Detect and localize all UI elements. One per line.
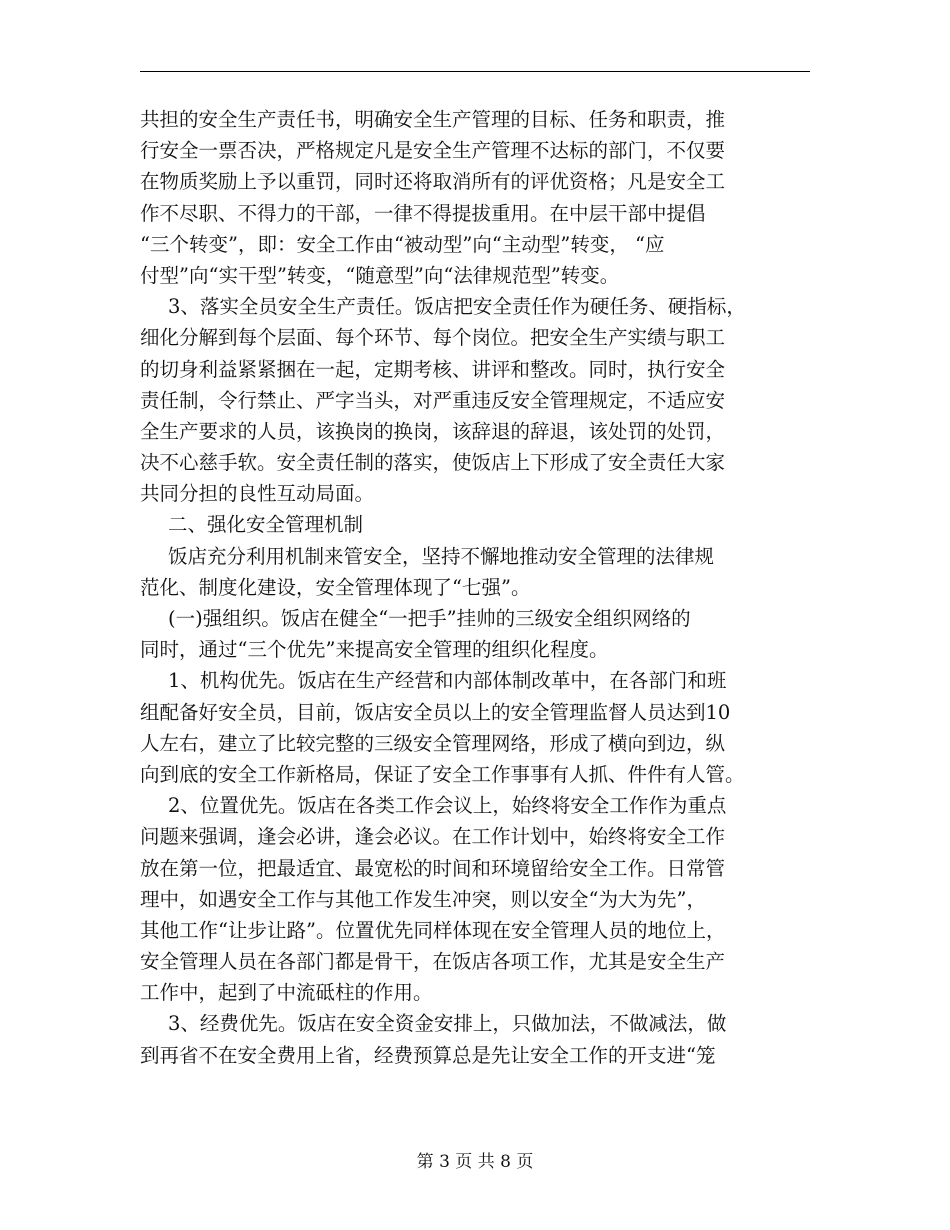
- text-line: “三个转变”，即：安全工作由“被动型”向“主动型”转变， “应: [140, 232, 665, 256]
- text-line: 安全管理人员在各部门都是骨干，在饭店各项工作，尤其是安全生产: [140, 950, 726, 974]
- text-line: 的切身利益紧紧捆在一起，定期考核、讲评和整改。同时，执行安全: [140, 357, 726, 381]
- text-line: 组配备好安全员，目前，饭店安全员以上的安全管理监督人员达到10: [140, 700, 731, 724]
- text-line: 饭店充分利用机制来管安全，坚持不懈地推动安全管理的法律规: [168, 544, 715, 568]
- text-line: 人左右，建立了比较完整的三级安全管理网络，形成了横向到边，纵: [140, 731, 726, 755]
- text-line: 共同分担的良性互动局面。: [140, 482, 375, 506]
- text-line: 二、强化安全管理机制: [168, 513, 364, 537]
- text-line: 细化分解到每个层面、每个环节、每个岗位。把安全生产实绩与职工: [140, 326, 726, 350]
- text-line: 理中，如遇安全工作与其他工作发生冲突，则以安全“为大为先”，: [140, 887, 706, 911]
- text-line: 付型”向“实干型”转变，“随意型”向“法律规范型”转变。: [140, 263, 620, 287]
- document-body: [140, 104, 814, 1071]
- text-line: 3、落实全员安全生产责任。饭店把安全责任作为硬任务、硬指标，: [168, 295, 746, 319]
- text-line: 向到底的安全工作新格局，保证了安全工作事事有人抓、件件有人管。: [140, 762, 745, 786]
- text-line: 同时，通过“三个优先”来提高安全管理的组织化程度。: [140, 638, 609, 662]
- text-line: 工作中，起到了中流砥柱的作用。: [140, 981, 433, 1005]
- text-line: 作不尽职、不得力的干部，一律不得提拔重用。在中层干部中提倡: [140, 201, 706, 225]
- text-line: 行安全一票否决，严格规定凡是安全生产管理不达标的部门，不仅要: [140, 139, 726, 163]
- text-line: 范化、制度化建设，安全管理体现了“七强”。: [140, 575, 531, 599]
- text-line: 在物质奖励上予以重罚，同时还将取消所有的评优资格；凡是安全工: [140, 170, 726, 194]
- text-line: 2、位置优先。饭店在各类工作会议上，始终将安全工作作为重点: [168, 794, 727, 818]
- text-line: (一)强组织。饭店在健全“一把手”挂帅的三级安全组织网络的: [168, 607, 691, 630]
- text-line: 放在第一位，把最适宜、最宽松的时间和环境留给安全工作。日常管: [140, 856, 726, 880]
- text-line: 责任制，令行禁止、严字当头，对严重违反安全管理规定，不适应安: [140, 388, 726, 412]
- page-footer: 第 3 页 共 8 页: [416, 1152, 534, 1172]
- text-line: 问题来强调，逢会必讲，逢会必议。在工作计划中，始终将安全工作: [140, 825, 726, 849]
- header-rule: [140, 71, 810, 72]
- text-line: 1、机构优先。饭店在生产经营和内部体制改革中，在各部门和班: [168, 669, 727, 693]
- text-line: 共担的安全生产责任书，明确安全生产管理的目标、任务和职责，推: [140, 108, 726, 131]
- text-line: 到再省不在安全费用上省，经费预算总是先让安全工作的开支进“笼: [140, 1043, 716, 1067]
- text-line: 3、经费优先。饭店在安全资金安排上，只做加法，不做减法，做: [168, 1012, 727, 1036]
- text-line: 全生产要求的人员，该换岗的换岗，该辞退的辞退，该处罚的处罚，: [140, 419, 726, 443]
- text-line: 决不心慈手软。安全责任制的落实，使饭店上下形成了安全责任大家: [140, 451, 726, 475]
- text-line: 其他工作“让步让路”。位置优先同样体现在安全管理人员的地位上，: [140, 918, 726, 942]
